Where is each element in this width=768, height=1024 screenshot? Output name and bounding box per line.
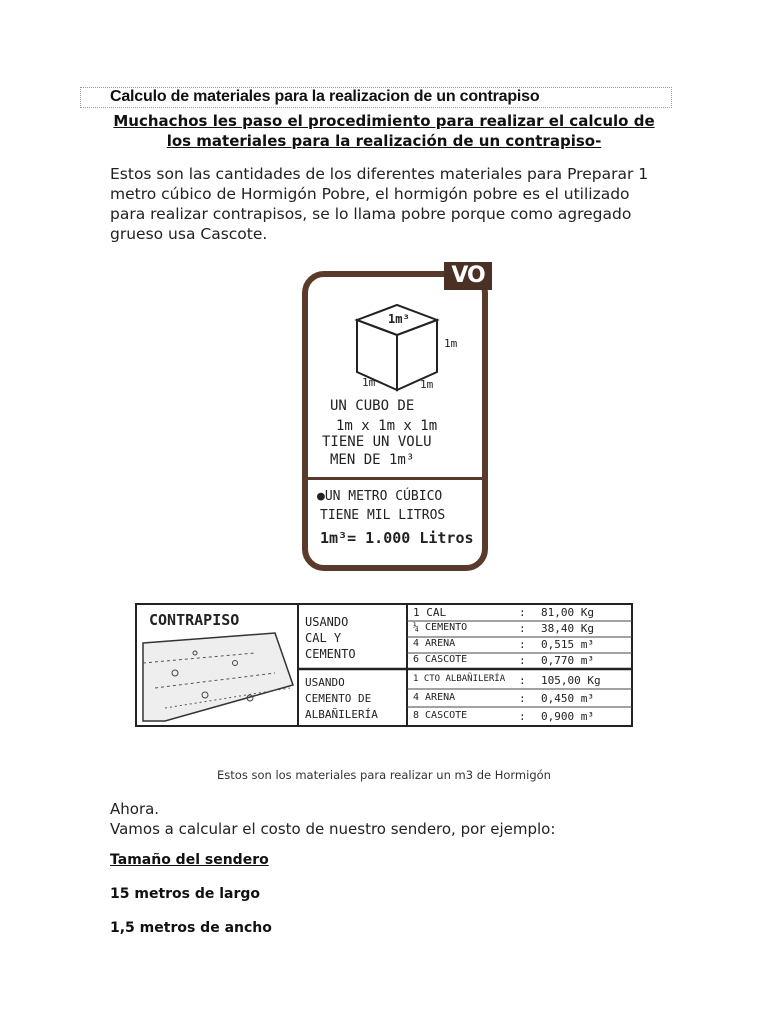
intro-line-3: para realizar contrapisos, se lo llama pobre porque como agregado: [110, 205, 632, 223]
card-text-line-2: 1m x 1m x 1m: [336, 418, 438, 434]
card-text-line-3: TIENE UN VOLU: [322, 434, 432, 450]
table-row-item: 1 CTO ALBAÑILERÍA: [413, 674, 506, 684]
intro-paragraph: [110, 164, 670, 244]
card-fact-line-2: TIENE MIL LITROS: [320, 508, 446, 523]
table-row-item: 4 ARENA: [413, 638, 456, 649]
cube-top-label: 1m³: [388, 312, 410, 326]
card-divider: [308, 477, 482, 480]
cube-bottom-left-label: 1m: [362, 376, 376, 389]
corner-badge: VO: [444, 262, 492, 290]
group1-label-line-2: CAL Y: [305, 631, 342, 645]
table-row-sep: :: [519, 622, 526, 635]
table-row-item: ¼ CEMENTO: [413, 622, 468, 633]
table-row-sep: :: [519, 710, 526, 723]
length-line: 15 metros de largo: [110, 886, 261, 902]
table-row-value: 0,900 m³: [541, 710, 594, 723]
card-fact-line-1: ●UN METRO CÚBICO: [317, 489, 443, 504]
card-text-line-4: MEN DE 1m³: [330, 452, 415, 468]
table-row-value: 0,515 m³: [541, 638, 594, 651]
page-title: Calculo de materiales para la realizacion de un contrapiso: [110, 88, 540, 105]
group1-label-line-1: USANDO: [305, 615, 349, 629]
cube-bottom-right-label: 1m: [420, 378, 434, 391]
table-row-sep: :: [519, 638, 526, 651]
intro-line-1: Estos son las cantidades de los diferentes materiales para Preparar 1: [110, 165, 649, 183]
materials-table: [135, 603, 633, 727]
group2-label-line-1: USANDO: [305, 676, 345, 689]
group2-label-line-2: CEMENTO DE: [305, 692, 372, 705]
table-row-sep: :: [519, 674, 526, 687]
table-row-item: 8 CASCOTE: [413, 710, 468, 721]
subtitle: [108, 111, 660, 151]
width-line: 1,5 metros de ancho: [110, 920, 272, 936]
intro-line-2: metro cúbico de Hormigón Pobre, el hormigón pobre es el utilizado: [110, 185, 630, 203]
card-fact-line-3: 1m³= 1.000 Litros: [320, 529, 474, 547]
table-row-value: 0,450 m³: [541, 692, 594, 705]
table-row-value: 38,40 Kg: [541, 622, 594, 635]
table-row-sep: :: [519, 606, 526, 619]
size-heading: Tamaño del sendero: [110, 852, 269, 868]
table-row-item: 4 ARENA: [413, 692, 456, 703]
body-text: [110, 799, 670, 839]
table-row-value: 0,770 m³: [541, 654, 594, 667]
table-row-item: 1 CAL: [413, 606, 447, 619]
figure-caption: Estos son los materiales para realizar un m3 de Hormigón: [217, 768, 551, 782]
table-row-item: 6 CASCOTE: [413, 654, 468, 665]
calc-line: Vamos a calcular el costo de nuestro sendero, por ejemplo:: [110, 820, 556, 838]
table-row-value: 105,00 Kg: [541, 674, 601, 687]
table-heading: CONTRAPISO: [149, 611, 240, 629]
table-row-value: 81,00 Kg: [541, 606, 594, 619]
ahora-line: Ahora.: [110, 800, 160, 818]
table-row-sep: :: [519, 692, 526, 705]
intro-line-4: grueso usa Cascote.: [110, 225, 268, 243]
group2-label-line-3: ALBAÑILERÍA: [305, 708, 378, 721]
table-row-sep: :: [519, 654, 526, 667]
card-text-line-1: UN CUBO DE: [330, 398, 415, 414]
subtitle-line-1: Muchachos les paso el procedimiento para realizar el calculo de: [113, 112, 655, 130]
cube-side-label: 1m: [444, 337, 458, 350]
group1-label-line-3: CEMENTO: [305, 647, 356, 661]
subtitle-line-2: los materiales para la realización de un contrapiso-: [166, 132, 602, 150]
